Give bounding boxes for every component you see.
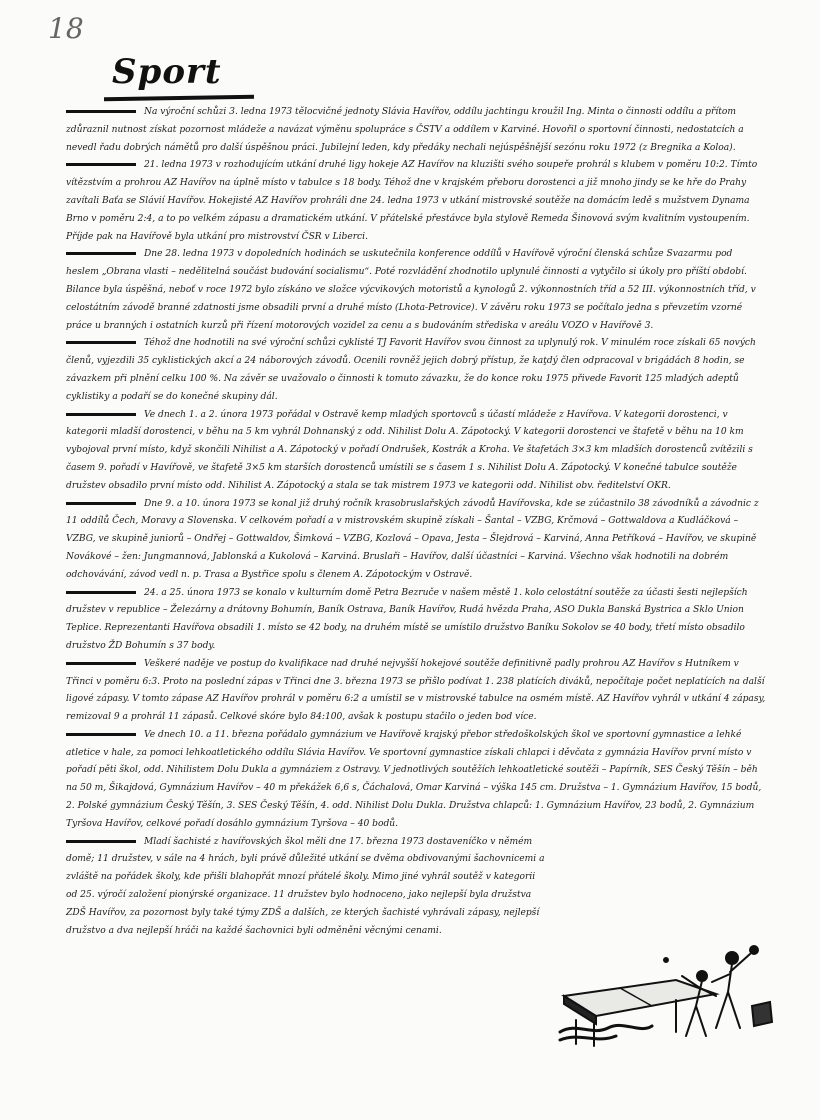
paragraph-marker xyxy=(66,502,136,505)
paragraph-marker xyxy=(66,733,136,736)
paragraph-text: Dne 9. a 10. února 1973 se konal již druhý ročník krasobruslařských závodů Havířovska, kde se zúčastnilo 38 závodníků a závodnic z 11 oddílů Čech, Moravy a Slovenska. V celkovém pořadí a v mistrovském skupině získali – Šantal – VZBG, Krčmová – Gottwaldova a Kudláčková – VZBG, ve skupině juniorů – Ondřej – Gottwaldov, Šimková – VZBG, Kozlová – Opava, Jesta – Šlejdrová – Karviná, Anna Petříková – Havířov, ve skupině Novákové – žen: Jungmannová, Jablonská a Kukolová – Karviná. Bruslaři – Havířov, další účastníci – Karviná. Všechno však hodnotili na dobrém odchovávání, závod vedl n. p. Trasa a Bystřice spolu s členem A. Zápotockým v Ostravě. xyxy=(66,498,759,580)
paragraph-text: Mladí šachisté z havířovských škol měli dne 17. března 1973 dostaveníčko v němém domě; 11 družstev, v sále na 4 hrách, byli právě důležité utkání se dvěma obdivovanými šachovnicemi a zvláště na pořádek školy, kde přišli blahopřát mnozí přátelé školy. Mimo jiné vyhrál soutěž v kategorii od 25. výročí založení pionýrské organizace. 11 družstev bylo hodnoceno, jako nejlepší byla družstva ZDŠ Havířov, za pozornost byly také týmy ZDŠ a dalších, ze kterých šachisté vyhrávali zápasy, nejlepší družstvo a dva nejlepší hráči na každé šachovnici byli odměněni věcnými cenami. xyxy=(66,836,545,936)
paragraph-marker xyxy=(66,840,136,843)
paragraph-marker xyxy=(66,413,136,416)
paragraph-marker xyxy=(66,163,136,166)
paragraph xyxy=(66,834,546,941)
paragraph xyxy=(66,727,766,834)
paragraph-marker xyxy=(66,591,136,594)
paragraph-text: Veškeré naděje ve postup do kvalifikace nad druhé nejvyšší hokejové soutěže definitivně padly prohrou AZ Havířov s Hutníkem v Třinci v poměru 6:3. Proto na poslední zápas v Třinci dne 3. března 1973 se přišlo podívat 1. 238 platících diváků, nepočítaje počet neplatících na další ligové zápasy. V tomto zápase AZ Havířov prohrál v poměru 6:2 a umístil se v mistrovské tabulce na osmém místě. AZ Havířov vyhrál v utkání 4 zápasy, remizoval 9 a prohrál 11 zápasů. Celkové skóre bylo 84:100, avšak k postupu stačilo o jeden bod více. xyxy=(66,658,766,723)
page-heading: Sport xyxy=(112,52,222,92)
page-number: 18 xyxy=(48,12,84,45)
paragraph-text: Ve dnech 1. a 2. února 1973 pořádal v Ostravě kemp mladých sportovců s účastí mládeže z Havířova. V kategorii dorostenci, v kategorii mladší dorostenci, v běhu na 5 km vyhrál Dohnanský z odd. Nihilist Dolu A. Zápotocký. V kategorii dorostenci ve štafetě v běhu na 10 km vybojoval první místo, když skončili Nihilist a A. Zápotocký v pořadí Ondrušek, Kostrák a Kroha. Ve štafetách 3×3 km mladších dorostenců zvítězili s časem 9. pořadí v Havířově, ve štafetě 3×5 km starších dorostenců umístili se s časem 1 s. Nihilist Dolu A. Zápotocký. V konečné tabulce soutěže družstev obsadilo první místo odd. Nihilist A. Zápotocký a stala se tak mistrem 1973 ve kategorii odd. Nihilist obv. ředitelství OKR. xyxy=(66,409,753,491)
paragraph xyxy=(66,585,766,656)
paragraph xyxy=(66,157,766,246)
paragraph-text: 24. a 25. února 1973 se konalo v kulturním domě Petra Bezruče v našem městě 1. kolo celostátní soutěže za účasti šesti nejlepších družstev v republice – Železárny a drátovny Bohumín, Baník Ostrava, Baník Havířov, Rudá hvězda Praha, ASO Dukla Banská Bystrica a Sklo Union Teplice. Reprezentanti Havířova obsadili 1. místo se 42 body, na druhém místě se umístilo družstvo Baníku Sokolov se 40 body, třetí místo obsadilo družstvo ŽD Bohumín s 37 body. xyxy=(66,587,748,651)
chronicle-text xyxy=(66,104,766,940)
paragraph-marker xyxy=(66,252,136,255)
paragraph-text: Téhož dne hodnotili na své výroční schůzi cyklisté TJ Favorit Havířov svou činnost za uplynulý rok. V minulém roce získali 65 nových členů, vyjezdili 35 cyklistických akcí a 24 náborových závodů. Ocenili rovněž jejich dobrý přístup, že kaţdý člen odpracoval v brigádách 8 hodin, se závazkem při plnění celku 100 %. Na závěr se uvažovalo o činnosti k tomuto závazku, že do konce roku 1975 přivede Favorit 125 mladých adeptů cyklistiky a podaří se do konečné skupiny dál. xyxy=(66,338,756,402)
paragraph-text: Na výroční schůzi 3. ledna 1973 tělocvičné jednoty Slávia Havířov, oddílu jachtingu kroužil Ing. Minta o činnosti oddílu a přítom zdůraznil nutnost získat pozornost mládeže a navázat výměnu spolupráce s ČSTV a oddílem v Karviné. Hovořil o sportovní činnosti, nedostatcích a nevedl řadu dobrých námětů pro další úspěšnou práci. Jubilejní leden, kdy předáky nechali nejúspěšnější sezónu roku 1972 (z Bregnika a Koloa). xyxy=(66,107,744,153)
paragraph-marker xyxy=(66,341,136,344)
paragraph-text: Ve dnech 10. a 11. března pořádalo gymnázium ve Havířově krajský přebor středoškolských škol ve sportovní gymnastice a lehké atletice v hale, za pomoci lehkoatletického oddílu Slávia Havířov. Ve sportovní gymnastice získali chlapci i děvčata z gymnázia Havířov první místo v pořadí pěti škol, odd. Nihilistem Dolu Dukla a gymnáziem z Ostravy. V jednotlivých soutěžích lehkoatletické soutěži – Papírník, SES Český Těšín – běh na 50 m, Šikajdová, Gymnázium Havířov – 40 m překážek 6,6 s, Čáchalová, Omar Karviná – výška 145 cm. Družstva – 1. Gymnázium Havířov, 15 bodů, 2. Polské gymnázium Český Těšín, 3. SES Český Těšín, 4. odd. Nihilist Dolu Dukla. Družstva chlapců: 1. Gymnázium Havířov, 23 bodů, 2. Gymnázium Tyršova Havířov, celkové pořadí dosáhlo gymnázium Tyršova – 40 bodů. xyxy=(66,729,762,829)
paragraph-marker xyxy=(66,110,136,113)
heading-underline xyxy=(104,95,254,102)
paragraph-marker xyxy=(66,662,136,665)
paragraph xyxy=(66,335,766,406)
paragraph xyxy=(66,656,766,727)
paragraph-text: Dne 28. ledna 1973 v dopoledních hodinách se uskutečnila konference oddílů v Havířově výroční členská schůze Svazarmu pod heslem „Obrana vlasti – nedělitelná součást budování socialismu“. Poté rozvládění zhodnotilo uplynulé činnosti a vytyčilo si úkoly pro příští období. Bilance byla úspěšná, neboť v roce 1972 bylo získáno ve složce výcvikových motoristů a kynologů 2. výkonnostních tříd a 52 III. výkonnostních tříd, v celostátním závodě branné zdatnosti jsme obsadili první a druhé místo (Lhota-Petrovice). V závěru roku 1973 se počítalo jedna s převzetím vzorné práce u branných i ostatních kurzů při řízení motorových vozidel za cenu a s budováním střediska v areálu VOZO v Havířově 3. xyxy=(66,249,756,331)
paragraph-text: 21. ledna 1973 v rozhodujícím utkání druhé ligy hokeje AZ Havířov na kluzišti svého soupeře prohrál s klubem v poměru 10:2. Tímto vítězstvím a prohrou AZ Havířov na úplně místo v tabulce s 18 body. Téhož dne v krajském přeboru dorostenci a již mnoho jindy se ke hře do Prahy zavítali Baťa se Slávií Havířov. Hokejisté AZ Havířov prohráli dne 24. ledna 1973 v utkání mistrovské soutěže na domácím ledě s mužstvem Dynama Brno v poměru 2:4, a to po velkém zápasu a dramatickém utkání. V přátelské přestávce byla stylově Remeda Šinovová svým kvalitním vystoupením. Příjde pak na Havířově byla utkání pro mistrovství ČSR v Liberci. xyxy=(66,160,758,242)
table-tennis-sketch-icon xyxy=(556,936,776,1048)
paragraph xyxy=(66,496,766,585)
paragraph xyxy=(66,246,766,335)
paragraph xyxy=(66,407,766,496)
paragraph xyxy=(66,104,766,157)
